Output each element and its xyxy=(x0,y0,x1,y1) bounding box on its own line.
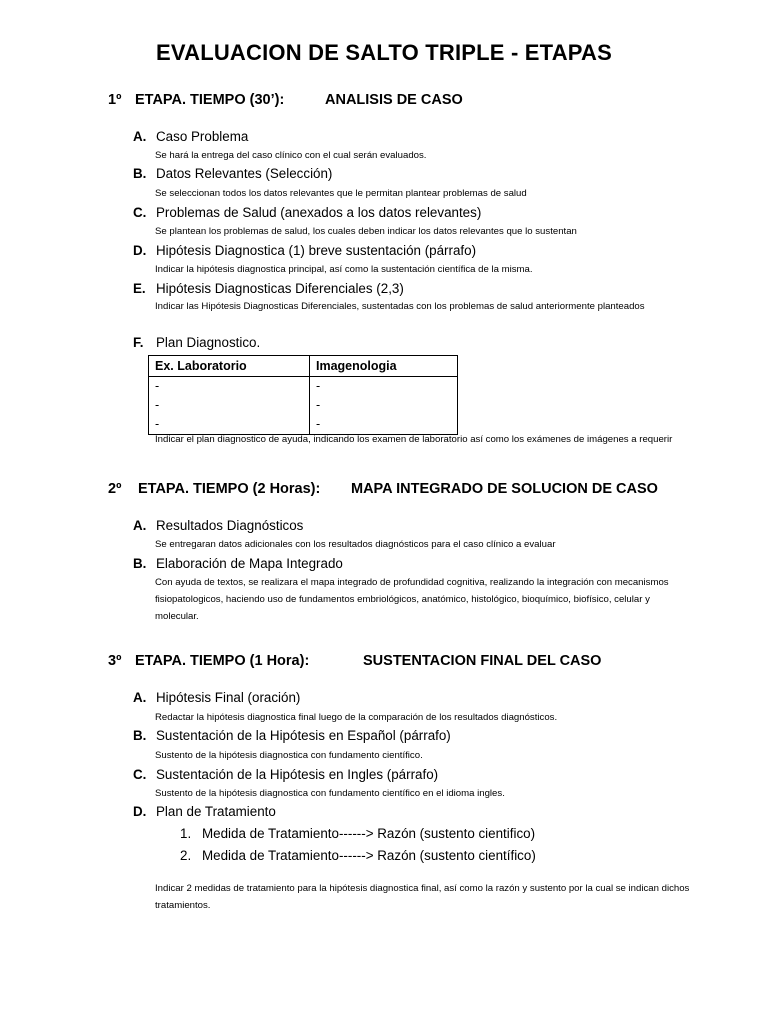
stage1-item-b-letter: B. xyxy=(133,166,147,181)
stage1-item-e-desc: Indicar las Hipótesis Diagnosticas Diferenciales, sustentadas con los problemas de salud anteriormente planteados xyxy=(155,301,645,312)
table-cell-dash: - xyxy=(316,417,321,431)
stage2-heading: MAPA INTEGRADO DE SOLUCION DE CASO xyxy=(351,481,658,497)
stage3-number: 3º xyxy=(108,653,122,669)
treatment-1-text: Medida de Tratamiento------> Razón (sustento cientifico) xyxy=(202,826,536,841)
stage1-item-c-label: Problemas de Salud (anexados a los datos relevantes) xyxy=(156,205,482,220)
stage3-item-c-desc: Sustento de la hipótesis diagnostica con fundamento científico en el idioma ingles. xyxy=(155,788,505,799)
stage1-item-f-letter: F. xyxy=(133,335,144,350)
stage3-label: ETAPA. TIEMPO (1 Hora): xyxy=(135,653,310,669)
stage1-item-d-desc: Indicar la hipótesis diagnostica principal, así como la sustentación científica de la misma. xyxy=(155,264,533,275)
table-cell-dash: - xyxy=(155,379,160,393)
stage3-item-d-label: Plan de Tratamiento xyxy=(156,804,276,819)
stage2-item-a-desc: Se entregaran datos adicionales con los resultados diagnósticos para el caso clínico a evaluar xyxy=(155,539,556,550)
stage3-heading: SUSTENTACION FINAL DEL CASO xyxy=(363,653,602,669)
stage3-item-a-label: Hipótesis Final (oración) xyxy=(156,690,301,705)
stage1-item-a-letter: A. xyxy=(133,129,147,144)
stage3-item-a-letter: A. xyxy=(133,690,147,705)
stage2-label: ETAPA. TIEMPO (2 Horas): xyxy=(138,481,321,497)
tratamiento-desc: Indicar 2 medidas de tratamiento para la hipótesis diagnostica final, así como la razón y sustento por la cual se indican dichos tratamientos. xyxy=(155,883,690,911)
stage1-item-c-desc: Se plantean los problemas de salud, los cuales deben indicar los datos relevantes que lo sustentan xyxy=(155,226,577,237)
stage2-item-b-desc: Con ayuda de textos, se realizara el mapa integrado de profundidad cognitiva, realizando la integración con mecanismos fisiopatologicos, haciendo uso de fundamentos embriológicos, anatómico, histológico, bioquímico, biofísico, celular y molecular. xyxy=(155,577,669,622)
stage1-item-d-letter: D. xyxy=(133,243,147,258)
plan-diagnostico-table xyxy=(148,355,458,435)
stage3-item-b-desc: Sustento de la hipótesis diagnostica con fundamento científico. xyxy=(155,750,423,761)
treatment-2-text: Medida de Tratamiento------> Razón (sustento científico) xyxy=(202,848,536,863)
stage2-number: 2º xyxy=(108,481,122,497)
table-cell-dash: - xyxy=(316,398,321,412)
stage1-item-a-label: Caso Problema xyxy=(156,129,249,144)
stage1-item-b-desc: Se seleccionan todos los datos relevantes que le permitan plantear problemas de salud xyxy=(155,188,527,199)
table-cell-laboratorio xyxy=(149,377,310,435)
table-header-imagenologia: Imagenologia xyxy=(310,356,458,377)
stage1-number: 1º xyxy=(108,92,122,108)
stage3-item-a-desc: Redactar la hipótesis diagnostica final luego de la comparación de los resultados diagnósticos. xyxy=(155,712,558,723)
table-header-laboratorio: Ex. Laboratorio xyxy=(149,356,310,377)
page-title: EVALUACION DE SALTO TRIPLE - ETAPAS xyxy=(156,40,612,65)
stage3-item-c-label: Sustentación de la Hipótesis en Ingles (párrafo) xyxy=(156,767,439,782)
stage3-item-b-label: Sustentación de la Hipótesis en Español (párrafo) xyxy=(156,728,451,743)
stage3-item-c-letter: C. xyxy=(133,767,147,782)
treatment-2-number: 2. xyxy=(180,848,192,863)
stage1-item-d-label: Hipótesis Diagnostica (1) breve sustentación (párrafo) xyxy=(156,243,477,258)
treatment-1-number: 1. xyxy=(180,826,192,841)
table-cell-dash: - xyxy=(155,417,160,431)
stage2-item-a-label: Resultados Diagnósticos xyxy=(156,518,304,533)
stage1-heading: ANALISIS DE CASO xyxy=(325,92,463,108)
stage1-item-e-label: Hipótesis Diagnosticas Diferenciales (2,3) xyxy=(156,281,404,296)
stage1-item-c-letter: C. xyxy=(133,205,147,220)
stage2-item-b-label: Elaboración de Mapa Integrado xyxy=(156,556,343,571)
stage2-item-a-letter: A. xyxy=(133,518,147,533)
stage1-item-a-desc: Se hará la entrega del caso clínico con el cual serán evaluados. xyxy=(155,150,427,161)
stage1-item-f-label: Plan Diagnostico. xyxy=(156,335,261,350)
stage3-item-d-letter: D. xyxy=(133,804,147,819)
stage3-item-b-letter: B. xyxy=(133,728,147,743)
table-cell-imagenologia xyxy=(310,377,458,435)
stage1-item-b-label: Datos Relevantes (Selección) xyxy=(156,166,333,181)
stage1-label: ETAPA. TIEMPO (30’): xyxy=(135,92,285,108)
stage1-item-e-letter: E. xyxy=(133,281,146,296)
plan-diagnostico-desc: Indicar el plan diagnostico de ayuda, indicando los examen de laboratorio así como los exámenes de imágenes a requerir xyxy=(155,434,673,445)
stage2-item-b-letter: B. xyxy=(133,556,147,571)
table-cell-dash: - xyxy=(316,379,321,393)
table-cell-dash: - xyxy=(155,398,160,412)
